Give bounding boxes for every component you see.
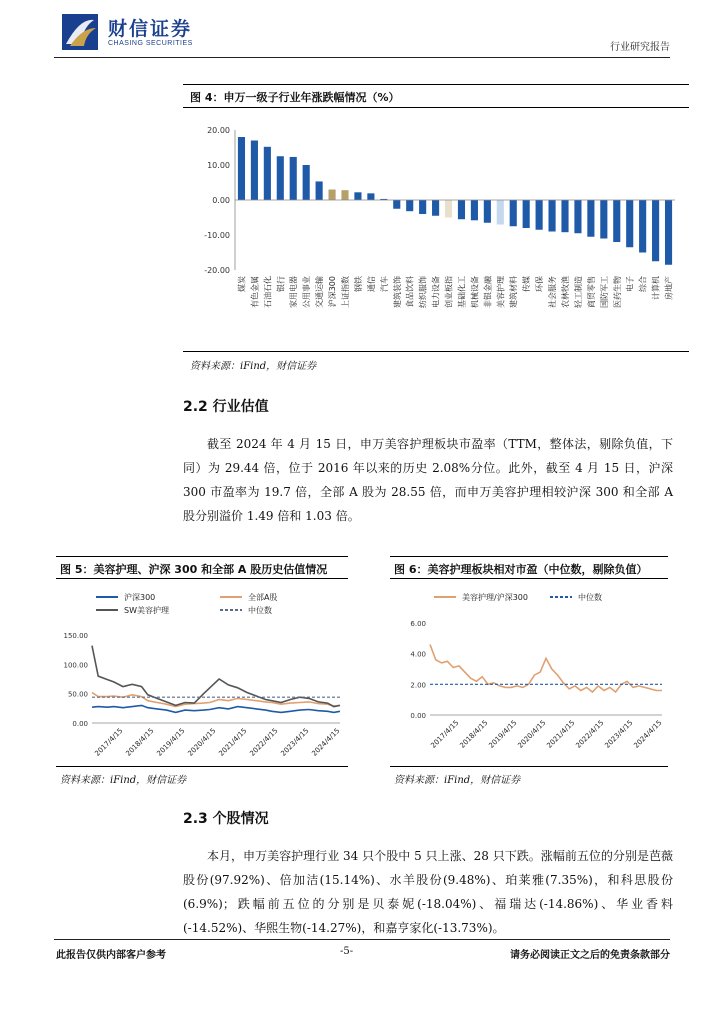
figure6-source: 资料来源：iFind，财信证券	[394, 775, 521, 786]
y-tick-label: 100.00	[63, 661, 88, 670]
bar-综合	[639, 200, 646, 253]
x-tick-label: 食品饮料	[405, 276, 415, 308]
figure6-top-rule	[390, 556, 668, 557]
brand-name-en: CHASING SECURITIES	[108, 40, 193, 47]
legend-label: SW美容护理	[124, 606, 169, 615]
x-tick-label: 2022/4/15	[248, 726, 280, 758]
footer-divider	[54, 939, 670, 940]
figure6-line-chart	[390, 585, 668, 760]
x-tick-label: 2020/4/15	[186, 726, 218, 758]
figure4-caption-rule	[183, 107, 689, 108]
bar-电子	[626, 200, 633, 247]
bar-沪深300	[329, 190, 336, 201]
x-tick-label: 医药生物	[612, 276, 622, 308]
x-tick-label: 农林牧渔	[561, 276, 570, 308]
x-tick-label: 有色金属	[250, 276, 260, 308]
x-tick-label: 机械设备	[470, 276, 480, 308]
figure4-source: 资料来源：iFind，财信证券	[190, 361, 317, 372]
x-tick-label: 国防军工	[599, 276, 609, 308]
y-tick-label: 20.00	[207, 126, 230, 135]
bar-纺织服饰	[419, 200, 426, 214]
x-tick-label: 社会服务	[548, 276, 558, 308]
x-tick-label: 非银金融	[483, 276, 493, 308]
bar-国防军工	[600, 200, 607, 239]
figure5-source: 资料来源：iFind，财信证券	[60, 775, 187, 786]
figure5-bottom-rule	[56, 766, 348, 767]
bar-房地产	[665, 200, 672, 265]
x-tick-label: 建筑材料	[509, 276, 519, 308]
company-logo	[62, 14, 98, 50]
section-2-2-paragraph: 截至 2024 年 4 月 15 日，申万美容护理板块市盈率（TTM，整体法，剔除负值，下同）为 29.44 倍，位于 2016 年以来的历史 2.08%分位。此外，截至 4 月 15 日，沪深 300 市盈率为 19.7 倍，全部 A 股为 28.55 倍，而申万美容护理相较沪深 300 和全部 A 股分别溢价 1.49 倍和 1.03 倍。	[183, 437, 673, 523]
page-number: -5-	[340, 946, 354, 957]
bar-机械设备	[471, 200, 478, 220]
bar-电力设备	[432, 200, 439, 216]
bar-传媒	[523, 200, 530, 228]
bar-食品饮料	[406, 200, 413, 211]
x-tick-label: 交通运输	[315, 276, 325, 308]
x-tick-label: 银行	[276, 276, 286, 292]
footer-disclaimer-right: 请务必阅读正文之后的免责条款部分	[510, 950, 670, 961]
figure5-line-chart	[56, 585, 348, 760]
bar-建筑装饰	[393, 200, 400, 209]
x-tick-label: 纺织服饰	[418, 276, 428, 308]
figure6-caption: 图 6：美容护理板块相对市盈（中位数，剔除负值）	[394, 563, 648, 576]
x-tick-label: 计算机	[651, 276, 661, 300]
x-tick-label: 家用电器	[289, 276, 299, 308]
x-tick-label: 创业板指	[444, 276, 454, 308]
x-tick-label: 综合	[638, 276, 648, 292]
x-tick-label: 2020/4/15	[516, 718, 548, 750]
x-tick-label: 2017/4/15	[93, 726, 125, 758]
bar-创业板指	[445, 200, 452, 218]
x-tick-label: 2021/4/15	[217, 726, 249, 758]
figure4-bottom-rule	[183, 351, 689, 352]
series-line-全部A股	[92, 693, 340, 707]
figure4-bar-chart	[183, 112, 689, 347]
x-tick-label: 2024/4/15	[310, 726, 342, 758]
legend-label: 中位数	[578, 593, 602, 602]
report-type-label: 行业研究报告	[610, 42, 670, 53]
bar-家用电器	[290, 157, 297, 200]
y-tick-label: -10.00	[204, 231, 230, 240]
bar-钢铁	[354, 192, 361, 200]
bar-公用事业	[303, 165, 310, 200]
y-tick-label: 6.00	[410, 620, 426, 628]
y-tick-label: 150.00	[63, 632, 88, 640]
x-tick-label: 美容护理	[496, 276, 506, 308]
x-tick-label: 上证指数	[341, 276, 350, 308]
y-tick-label: -20.00	[204, 266, 230, 275]
figure5-caption-rule	[56, 578, 348, 579]
series-line-沪深300	[92, 705, 340, 712]
y-tick-label: 50.00	[67, 690, 88, 699]
bar-医药生物	[613, 200, 620, 242]
bar-商贸零售	[587, 200, 594, 237]
x-tick-label: 电子	[625, 276, 635, 292]
bar-计算机	[652, 200, 659, 261]
bar-轻工制造	[574, 200, 581, 233]
bar-美容护理	[497, 200, 504, 225]
bar-建筑材料	[510, 200, 517, 226]
x-tick-label: 2018/4/15	[124, 726, 156, 758]
x-tick-label: 2019/4/15	[155, 726, 187, 758]
x-tick-label: 沪深300	[328, 276, 338, 308]
x-tick-label: 2022/4/15	[574, 718, 606, 750]
x-tick-label: 汽车	[379, 276, 389, 292]
y-tick-label: 0.00	[410, 712, 426, 720]
x-tick-label: 石油石化	[263, 276, 273, 308]
y-tick-label: 4.00	[410, 650, 426, 659]
x-tick-label: 2023/4/15	[603, 718, 635, 750]
bar-环保	[536, 200, 543, 230]
x-tick-label: 2024/4/15	[632, 718, 664, 750]
bar-银行	[277, 156, 284, 200]
x-tick-label: 2017/4/15	[429, 718, 461, 750]
x-tick-label: 2019/4/15	[487, 718, 519, 750]
legend-label: 美容护理/沪深300	[462, 593, 528, 602]
x-tick-label: 建筑装饰	[392, 276, 402, 308]
x-tick-label: 通信	[366, 276, 376, 292]
x-tick-label: 轻工制造	[573, 276, 583, 308]
header-divider	[54, 57, 670, 58]
bar-有色金属	[251, 141, 258, 201]
bar-基础化工	[458, 200, 465, 219]
y-tick-label: 10.00	[207, 161, 230, 170]
figure6-bottom-rule	[390, 766, 668, 767]
x-tick-label: 钢铁	[353, 276, 363, 292]
section-2-2-title: 2.2 行业估值	[183, 399, 269, 415]
bar-上证指数	[341, 190, 348, 200]
figure5-caption: 图 5：美容护理、沪深 300 和全部 A 股历史估值情况	[60, 563, 328, 576]
legend-label: 中位数	[248, 606, 272, 615]
bar-通信	[367, 193, 374, 200]
y-tick-label: 0.00	[72, 720, 88, 728]
x-tick-label: 2021/4/15	[545, 718, 577, 750]
legend-label: 全部A股	[248, 593, 278, 602]
y-tick-label: 2.00	[410, 681, 426, 690]
y-tick-label: 0.00	[212, 196, 230, 205]
figure4-top-rule	[183, 84, 689, 85]
x-tick-label: 基础化工	[457, 276, 467, 308]
brand-name-cn: 财信证券	[108, 18, 193, 40]
bar-石油石化	[264, 147, 271, 200]
x-tick-label: 商贸零售	[586, 276, 596, 308]
bar-交通运输	[316, 181, 323, 200]
bar-非银金融	[484, 200, 491, 223]
section-2-3-paragraph: 本月，申万美容护理行业 34 只个股中 5 只上涨、28 只下跌。涨幅前五位的分别是芭薇股份(97.92%)、倍加洁(15.14%)、水羊股份(9.48%)、珀莱雅(7.35%)，和科思股份(6.9%)；跌幅前五位的分别是贝泰妮(-18.04%)、福瑞达(-14.86%)、华业香料(-14.52%)、华熙生物(-14.27%)，和嘉亨家化(-13.73%)。	[183, 849, 673, 935]
x-tick-label: 环保	[535, 276, 545, 292]
figure4-caption: 图 4：申万一级子行业年涨跌幅情况（%）	[190, 91, 400, 104]
x-tick-label: 房地产	[664, 276, 674, 300]
x-tick-label: 公用事业	[302, 276, 312, 308]
x-tick-label: 2023/4/15	[279, 726, 311, 758]
bar-社会服务	[549, 200, 556, 232]
figure5-top-rule	[56, 556, 348, 557]
legend-label: 沪深300	[124, 593, 156, 602]
bar-农林牧渔	[561, 200, 568, 232]
section-2-3-title: 2.3 个股情况	[183, 811, 269, 827]
bar-煤炭	[238, 137, 245, 200]
x-tick-label: 传媒	[522, 276, 532, 292]
x-tick-label: 2018/4/15	[458, 718, 490, 750]
x-tick-label: 煤炭	[237, 276, 247, 292]
x-tick-label: 电力设备	[431, 276, 441, 308]
footer-disclaimer-left: 此报告仅供内部客户参考	[56, 950, 166, 961]
figure6-caption-rule	[390, 578, 668, 579]
